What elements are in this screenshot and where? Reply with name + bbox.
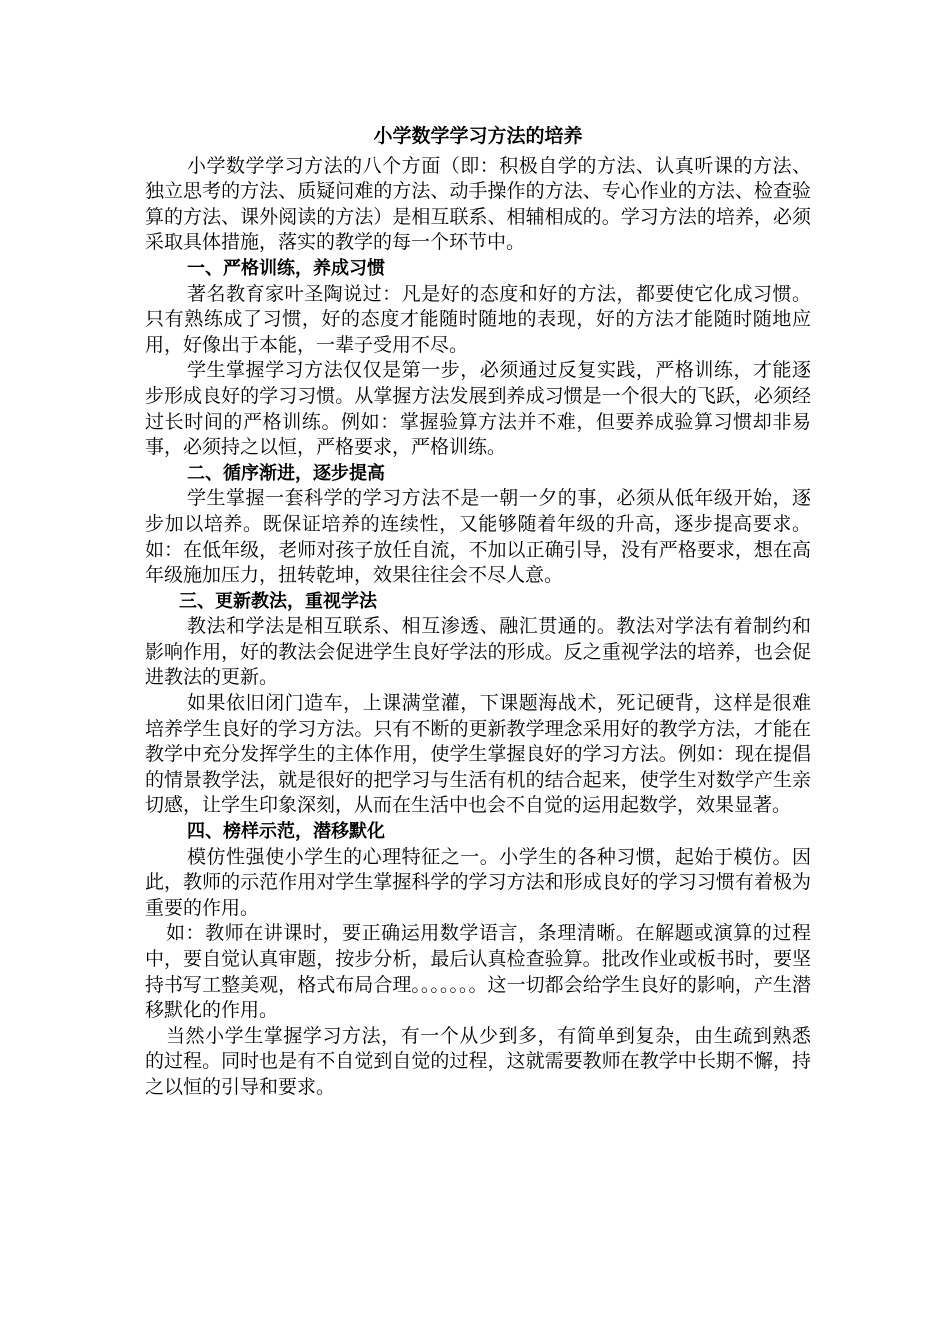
- section-3-paragraph-2: 如果依旧闭门造车，上课满堂灌，下课题海战术，死记硬背，这样是很难培养学生良好的学习方法。只有不断的更新教学理念采用好的教学方法，才能在教学中充分发挥学生的主体作用，使学生掌握良好的学习方法。例如：现在提倡的情景教学法，就是很好的把学习与生活有机的结合起来，使学生对数学产生亲切感，让学生印象深刻，从而在生活中也会不自觉的运用起数学，效果显著。: [145, 692, 811, 817]
- section-3-paragraph-1: 教法和学法是相互联系、相互渗透、融汇贯通的。教法对学法有着制约和影响作用，好的教法会促进学生良好学法的形成。反之重视学法的培养，也会促进教法的更新。: [145, 615, 811, 689]
- section-2-paragraph-1: 学生掌握一套科学的学习方法不是一朝一夕的事，必须从低年级开始，逐步加以培养。既保证培养的连续性，又能够随着年级的升高，逐步提高要求。如：在低年级，老师对孩子放任自流，不加以正确引导，没有严格要求，想在高年级施加压力，扭转乾坤，效果往往会不尽人意。: [145, 487, 811, 587]
- section-2-heading: 二、循序渐进，逐步提高: [187, 462, 385, 484]
- section-4-paragraph-2: 如：教师在讲课时，要正确运用数学语言，条理清晰。在解题或演算的过程中，要自觉认真审题，按步分析，最后认真检查验算。批改作业或板书时，要坚持书写工整美观，格式布局合理。。。。。。。这一切都会给学生良好的影响，产生潜移默化的作用。: [145, 922, 811, 1022]
- section-4-heading: 四、榜样示范，潜移默化: [187, 821, 385, 843]
- intro-paragraph: 小学数学学习方法的八个方面（即：积极自学的方法、认真听课的方法、独立思考的方法、质疑问难的方法、动手操作的方法、专心作业的方法、检查验算的方法、课外阅读的方法）是相互联系、相辅相成的。学习方法的培养，必须采取具体措施，落实的教学的每一个环节中。: [145, 154, 811, 254]
- section-4-paragraph-1: 模仿性强使小学生的心理特征之一。小学生的各种习惯，起始于模仿。因此，教师的示范作用对学生掌握科学的学习方法和形成良好的学习习惯有着极为重要的作用。: [145, 845, 811, 919]
- section-1-paragraph-2: 学生掌握学习方法仅仅是第一步，必须通过反复实践，严格训练，才能逐步形成良好的学习习惯。从掌握方法发展到养成习惯是一个很大的飞跃，必须经过长时间的严格训练。例如：掌握验算方法并不难，但要养成验算习惯却非易事，必须持之以恒，严格要求，严格训练。: [145, 359, 811, 459]
- section-1-paragraph-1: 著名教育家叶圣陶说过：凡是好的态度和好的方法，都要使它化成习惯。只有熟练成了习惯，好的态度才能随时随地的表现，好的方法才能随时随地应用，好像出于本能，一辈子受用不尽。: [145, 282, 811, 356]
- section-1-heading: 一、严格训练，养成习惯: [187, 257, 385, 279]
- document-title: 小学数学学习方法的培养: [373, 125, 583, 147]
- section-4-paragraph-3: 当然小学生掌握学习方法，有一个从少到多，有简单到复杂，由生疏到熟悉的过程。同时也是有不自觉到自觉的过程，这就需要教师在教学中长期不懈，持之以恒的引导和要求。: [145, 1024, 811, 1098]
- section-3-heading: 三、更新教法，重视学法: [179, 590, 377, 612]
- document-body: [145, 124, 811, 1101]
